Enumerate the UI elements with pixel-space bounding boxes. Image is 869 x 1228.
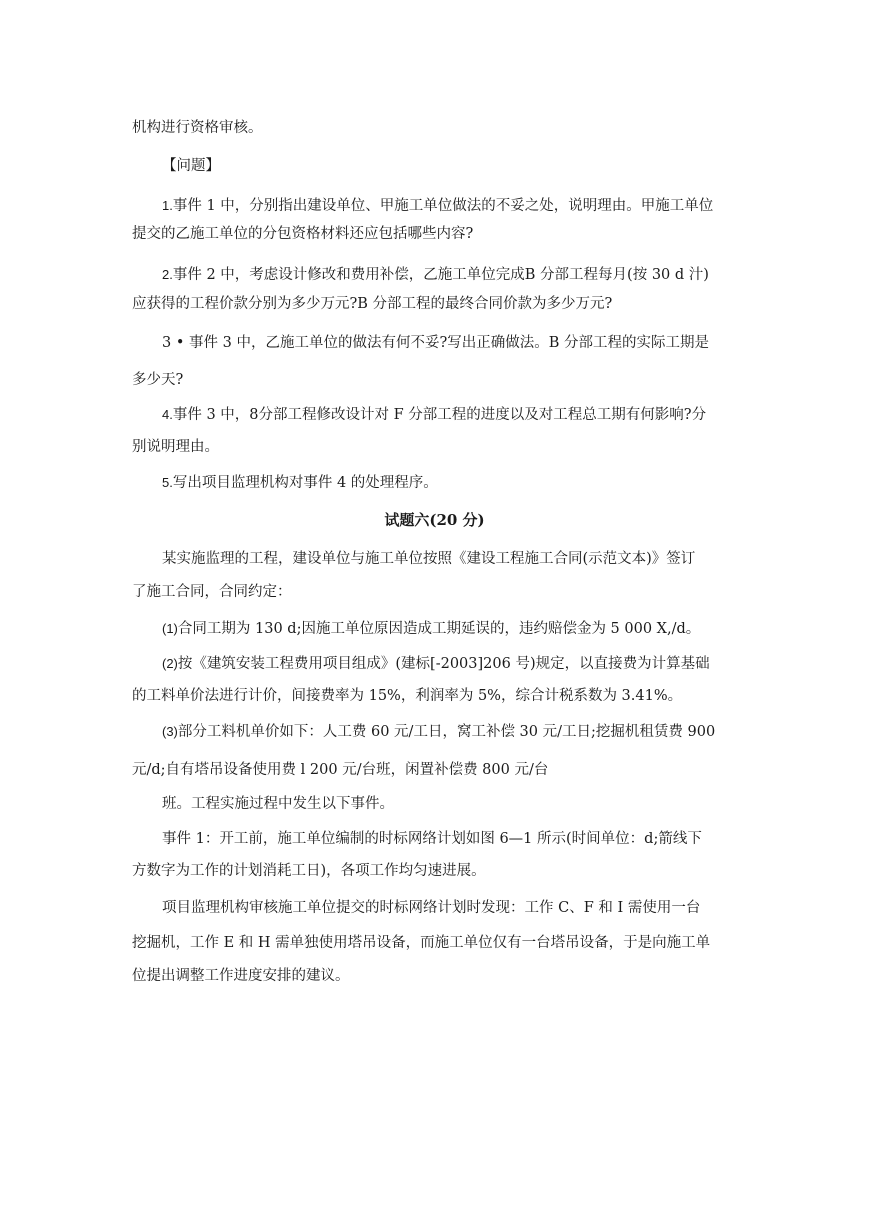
question-4-line-2: 别说明理由。 [132,439,219,455]
question-3-line-1 [162,333,709,353]
question-text: 事件 1 中，分别指出建设单位、甲施工单位做法的不妥之处，说明理由。甲施工单位 [172,198,714,214]
body-p4-line-1: 项目监理机构审核施工单位提交的时标网络计划时发现：工作 C、F 和 I 需使用一台 [162,900,701,916]
item-text: 合同工期为 130 d;因施工单位原因造成工期延误的，违约赔偿金为 5 000 X,/d。 [177,621,701,637]
item-2-line-1 [162,654,710,674]
item-3-line-2: 元/d;自有塔吊设备使用费 l 200 元/台班，闲置补偿费 800 元/台 [132,762,549,778]
question-3-line-2: 多少天? [132,372,184,388]
body-p3-line-2: 方数字为工作的计划消耗工日)，各项工作均匀速进展。 [132,863,486,879]
item-text: 按《建筑安装工程费用项目组成》(建标[-2003]206 号)规定，以直接费为计算基础 [177,656,710,672]
item-text: 部分工料机单价如下：人工费 60 元/工日，窝工补偿 30 元/工日;挖掘机租赁费 900 [177,724,716,740]
question-number: 5. [162,475,173,490]
question-number: 3 • [162,335,185,351]
body-p3-line-1: 事件 1：开工前，施工单位编制的时标网络计划如图 6—1 所示(时间单位：d;箭线下 [162,831,702,847]
body-p2: 班。工程实施过程中发生以下事件。 [162,796,394,812]
item-1-line-1 [162,619,700,639]
question-number: 2. [162,267,173,282]
question-1-line-2: 提交的乙施工单位的分包资格材料还应包括哪些内容? [132,226,474,242]
question-2-line-1 [162,265,709,285]
problem-title: 试题六(20 分) [384,511,485,529]
question-2-line-2: 应获得的工程价款分别为多少万元?B 分部工程的最终合同价款为多少万元? [132,296,613,312]
intro-tail: 机构进行资格审核。 [132,120,263,136]
item-2-line-2: 的工料单价法进行计价，间接费率为 15%，利润率为 5%，综合计税系数为 3.41%。 [132,688,683,704]
section-heading: 【问题】 [162,158,220,174]
body-p4-line-3: 位提出调整工作进度安排的建议。 [132,968,350,984]
question-1-line-1 [162,196,713,216]
question-text: 事件 3 中，乙施工单位的做法有何不妥?写出正确做法。B 分部工程的实际工期是 [184,335,709,351]
question-number: 1. [162,198,173,213]
question-text: 事件 3 中，8分部工程修改设计对 F 分部工程的进度以及对工程总工期有何影响?分 [172,407,707,423]
question-5-line-1 [162,473,438,493]
body-p4-line-2: 挖掘机，工作 E 和 H 需单独使用塔吊设备，而施工单位仅有一台塔吊设备，于是向施工单 [132,935,711,951]
body-p1-line-2: 了施工合同，合同约定： [132,584,292,600]
item-number: (2) [162,656,178,671]
question-4-line-1 [162,405,706,425]
item-number: (3) [162,724,178,739]
body-p1-line-1: 某实施监理的工程，建设单位与施工单位按照《建设工程施工合同(示范文本)》签订 [162,551,696,567]
question-number: 4. [162,407,173,422]
item-3-line-1 [162,722,715,742]
question-text: 写出项目监理机构对事件 4 的处理程序。 [172,475,438,491]
item-number: (1) [162,621,178,636]
question-text: 事件 2 中，考虑设计修改和费用补偿，乙施工单位完成B 分部工程每月(按 30 d 汁) [172,267,709,283]
